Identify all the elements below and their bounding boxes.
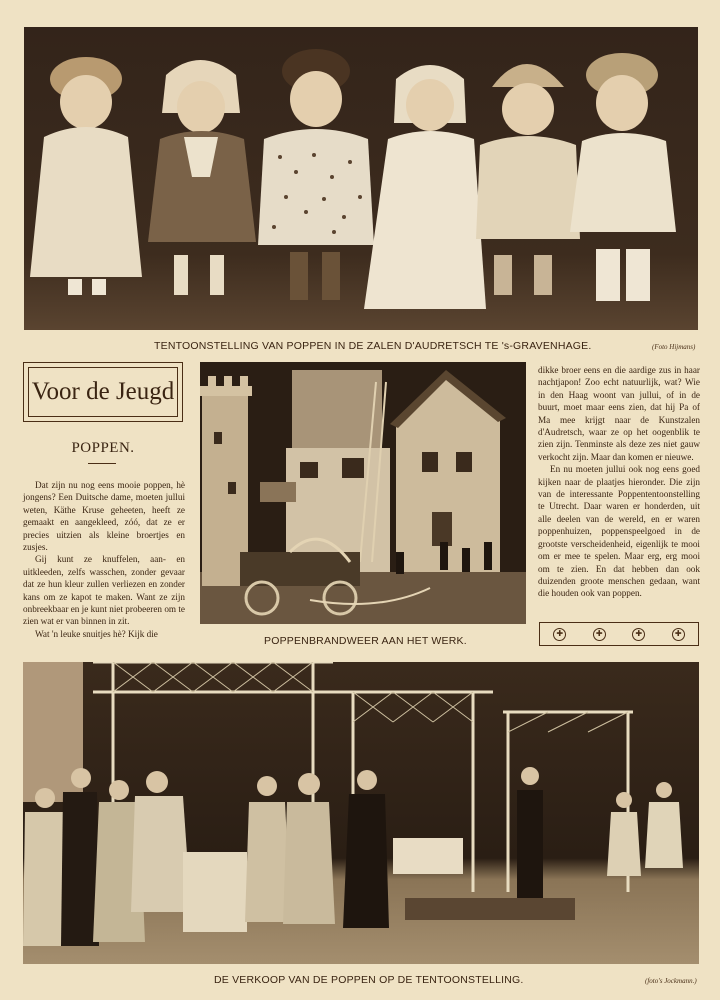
article-column-3 [538, 364, 700, 600]
section-heading-box [23, 362, 183, 422]
paragraph: Dat zijn nu nog eens mooie poppen, hè jongens? Een Duitsche dame, moeten jullui weten, Käthe Kruse geheeten, heeft ze gemaakt en aangekleed, zóó, dat ze er precies uitzien als kleine broertjes en zusjes. [23, 480, 185, 553]
doll-sale-photo [23, 662, 699, 964]
title-rule [88, 463, 116, 464]
rug [405, 898, 575, 920]
section-heading: Voor de Jeugd [28, 367, 178, 417]
paragraph: En nu moeten jullui ook nog eens goed kijken naar de plaatjes hieronder. Die zijn van de interessante Poppententoonstelling te Utrecht. Daar waren er honderden, uit alle deelen van de wereld, en er waren poppenhuizen, poppenspeelgoed in de grootste verscheidenheid, eigenlijk te mooi om er mee te spelen. Maar erg, erg mooi om te zien. En dat hebben dan ook duizenden groote menschen gedaan, want die houden ook van poppen. [538, 464, 700, 599]
top-photo-credit: (Foto Hijmans) [652, 343, 696, 351]
dolls-photo [24, 27, 698, 330]
ornament-icon: ✚ [672, 628, 685, 641]
ornament-icon: ✚ [553, 628, 566, 641]
ornament-icon: ✚ [632, 628, 645, 641]
bottom-photo-caption: DE VERKOOP VAN DE POPPEN OP DE TENTOONSTELLING. [214, 974, 524, 986]
bottom-photo-credit: (foto's Jockmann.) [645, 977, 697, 985]
article-title: POPPEN. [71, 440, 135, 456]
paragraph: dikke broer eens en die aardige zus in haar nachtjapon! Zoo echt natuurlijk, wat? Wie in den Haag woont van jullui, of in de buurt, moet maar eens zien, dat hij Pa of Ma mee krijgt naar de Kunstzalen d'Audretsch, waar ze op het oogenblik te zien zijn. Tenminste als deze zes niet gauw verkocht zijn. Maar dan komen er nieuwe. [538, 365, 700, 462]
fire-brigade-photo [200, 362, 526, 624]
middle-photo-caption: POPPENBRANDWEER AAN HET WERK. [264, 635, 467, 647]
article-column-1 [23, 479, 185, 640]
paragraph: Gij kunt ze knuffelen, aan- en uitkleeden, zelfs wasschen, zonder gevaar dat ze hun kleur zullen verliezen en zonder kans om ze kapot te maken. Want ze zijn onbreekbaar en je kunt niet probeeren om te zien wat er van binnen in zit. [23, 554, 185, 627]
ornament-box [539, 622, 699, 646]
top-photo-caption: TENTOONSTELLING VAN POPPEN IN DE ZALEN D'AUDRETSCH TE 's-GRAVENHAGE. [154, 340, 592, 352]
ornament-icon: ✚ [593, 628, 606, 641]
paragraph: Wat 'n leuke snuitjes hè? Kijk die [35, 628, 158, 639]
